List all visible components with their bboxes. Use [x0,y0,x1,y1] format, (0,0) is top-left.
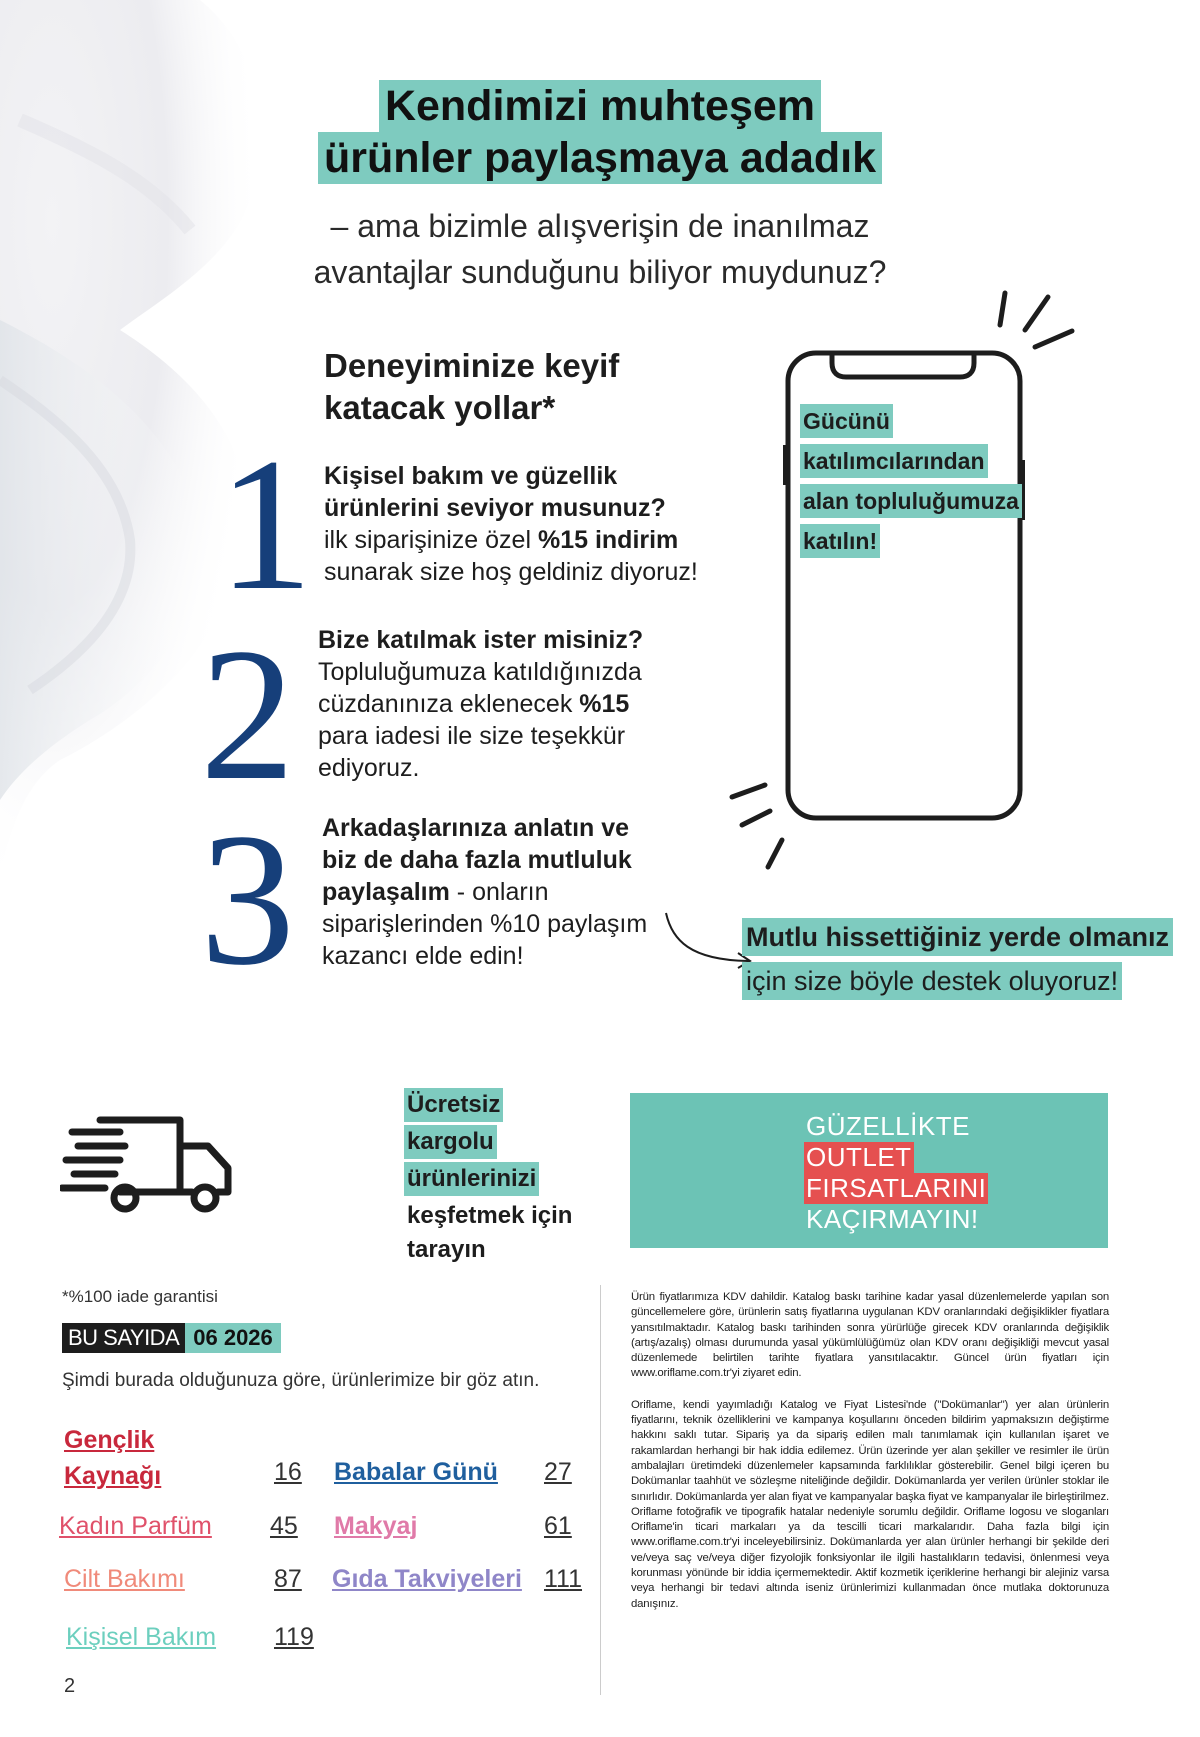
ways-title-line-1: Deneyiminize keyif [324,347,620,384]
step-3-bold-1: Arkadaşlarınıza anlatın ve [322,814,630,842]
toc-label-kisisel[interactable]: Kişisel Bakım [66,1623,217,1651]
step-2-bold-1: Bize katılmak ister misiniz? [318,626,644,654]
phone-line-4: katılın! [800,524,880,558]
toc-page-kadin-parfum[interactable]: 45 [270,1512,298,1540]
toc-label-genclik-2[interactable]: Kaynağı [64,1462,162,1490]
cargo-line-5: tarayın [407,1236,486,1263]
toc-label-cilt-bakimi[interactable]: Cilt Bakımı [64,1565,185,1593]
step-1-text-2: sunarak size hoş geldiniz diyoruz! [324,558,698,586]
step-1-bold-1: Kişisel bakım ve güzellik [324,462,618,490]
issue-badge [62,1323,281,1353]
step-2-text-2: cüzdanınıza eklenecek [318,690,580,718]
cargo-message [404,1088,624,1267]
step-3-bold-2: biz de daha fazla mutluluk [322,846,632,874]
step-2-text-4: ediyoruz. [318,754,420,782]
issue-label: BU SAYIDA [62,1323,185,1353]
phone-line-3: alan topluluğumuza [800,484,1022,518]
phone-message [800,404,1040,564]
toc-page-gida[interactable]: 111 [544,1565,583,1593]
legal-paragraph-1: Ürün fiyatlarımıza KDV dahildir. Katalog baskı tarihine kadar yasal düzenlemelerde yapılan son güncellemelere göre, ürünlerin satış fiyatlarına uygulanan KDV oranlarındaki değişiklikler fiyatlara yansıtılmaktadır. Katalog baskı tarihinden sonra yürürlüğe girecek KDV oranlarında değişiklik (artış/azalış) olması durumunda yasal yükümlülüğümüz olan KDV oranı değişikliği mevcut yasal düzenlemede belirtilen tarihte fiyatlara yansıtılacaktır. Güncel ürün fiyatları için www.oriflame.com.tr'yi ziyaret edin. [631,1291,1109,1380]
heading-line-2: ürünler paylaşmaya adadık [318,132,882,184]
ways-title-line-2: katacak yollar* [324,389,556,426]
guarantee-note: *%100 iade garantisi [62,1287,218,1306]
promo-line-3: FIRSATLARINI [806,1173,987,1203]
cargo-line-4: keşfetmek için [407,1202,573,1229]
delivery-truck-icon [60,1110,240,1220]
heading-line-1: Kendimizi muhteşem [379,80,821,132]
step-2-text [318,624,718,784]
toc-page-cilt-bakimi[interactable]: 87 [274,1565,302,1593]
ways-title [324,345,619,429]
toc-page-kisisel[interactable]: 119 [274,1623,314,1651]
cargo-line-3: ürünlerinizi [404,1162,539,1196]
step-1-bold-2: ürünlerini seviyor musunuz? [324,494,666,522]
issue-note: Şimdi burada olduğunuza göre, ürünlerimize bir göz atın. [62,1370,540,1391]
legal-paragraph-2: Oriflame, kendi yayımladığı Katalog ve Fiyat Listesi'nde ("Dokümanlar") yer alan ürünlerin fiyatlarını, teknik özelliklerini ve kampanya koşullarını önceden bildirim yapmaksızın değiştirme hakkını saklı tutar. Sipariş ya da sipariş edilen malı tanımlamak için kullanılan işaret ve rakamlardan herhangi bir hak iddia edilemez. Ürün üzerinde yer alan şekiller ve resimler ile ürün ambalajları üretimdeki düzenlemeler kapsamında farklılıklar gösterebilir. Genel bilgi içeren bu Dokümanlar taahhüt ve sözleşme niteliğinde değildir. Dokümanlarda yer verilen ürünler stoklar ile sınırlıdır. Dokümanlarda yer alan fiyat ve kampanyalar başka fiyat ve kampanyalar ile birleştirilmez. Oriflame fotoğrafik ve tipografik hatalar nedeniyle sorumlu değildir. Oriflame logosu ve sloganları Oriflame'in ticari markaları ya da tescilli ticari markalarıdır. Daha fazla bilgi için www.oriflame.com.tr'yi inceleyebilirsiniz. Dokümanlarda yer alan ürünler herhangi bir şekilde deri ve/veya saç ve/veya diğer fizyolojik fonksiyonlar ile ilgili hastalıkların tedavisi, önlenmesi veya korunması yönünde bir iddia içermemektedir. Aktif kozmetik içeriklerine herhangi bir alejiniz varsa veya herhangi bir tedavi altında iseniz ürünlerimizi kullanmadan önce mutlaka doktorunuza danışınız. [631,1398,1109,1610]
subheading-line-1: – ama bizimle alışverişin de inanılmaz [330,208,870,244]
toc-page-makyaj[interactable]: 61 [544,1512,572,1540]
phone-line-2: katılımcılarından [800,444,988,478]
mutlu-message [742,918,1173,1000]
issue-value: 06 2026 [185,1323,281,1353]
promo-line-4: KAÇIRMAYIN! [806,1204,979,1234]
column-divider [600,1285,601,1695]
cargo-line-2: kargolu [404,1125,497,1159]
step-2-text-1: Topluluğumuza katıldığınızda [318,658,642,686]
toc-label-kadin-parfum[interactable]: Kadın Parfüm [59,1512,212,1540]
phone-illustration-icon [720,285,1120,885]
step-number-3: 3 [200,795,295,1005]
outlet-promo-banner[interactable] [630,1093,1108,1248]
mutlu-line-2: için size böyle destek oluyoruz! [742,962,1122,1000]
subheading [0,203,1200,295]
step-number-1: 1 [218,420,313,630]
cargo-line-1: Ücretsiz [404,1088,503,1122]
phone-line-1: Gücünü [800,404,893,438]
subheading-line-2: avantajlar sunduğunu biliyor muydunuz? [313,254,887,290]
step-3-text-2: siparişlerinden %10 paylaşım [322,910,648,938]
promo-line-1: GÜZELLİKTE [806,1111,970,1141]
legal-text [631,1290,1109,1612]
toc-label-gida[interactable]: Gıda Takviyeleri [332,1565,522,1593]
toc-label-makyaj[interactable]: Makyaj [334,1512,418,1540]
page-number: 2 [64,1675,76,1697]
main-heading [0,80,1200,184]
toc-page-genclik[interactable]: 16 [274,1458,302,1486]
step-number-2: 2 [200,610,295,820]
step-2-text-3: para iadesi ile size teşekkür [318,722,626,750]
step-3-text-1: - onların [449,878,549,906]
promo-line-2: OUTLET [806,1142,912,1172]
step-1-discount: %15 indirim [537,526,679,554]
toc-page-babalar[interactable]: 27 [544,1458,572,1486]
toc-label-genclik-1[interactable]: Gençlik [64,1426,155,1454]
step-3-text-3: kazancı elde edin! [322,942,524,970]
step-3-bold-3: paylaşalım [322,878,450,906]
step-1-text [324,460,744,588]
step-2-cashback: %15 [579,690,630,718]
toc-label-babalar[interactable]: Babalar Günü [334,1458,498,1486]
mutlu-line-1: Mutlu hissettiğiniz yerde olmanız [742,918,1173,956]
step-1-text-1: ilk siparişinize özel [324,526,538,554]
toc-item-genclik[interactable] [64,1422,161,1494]
